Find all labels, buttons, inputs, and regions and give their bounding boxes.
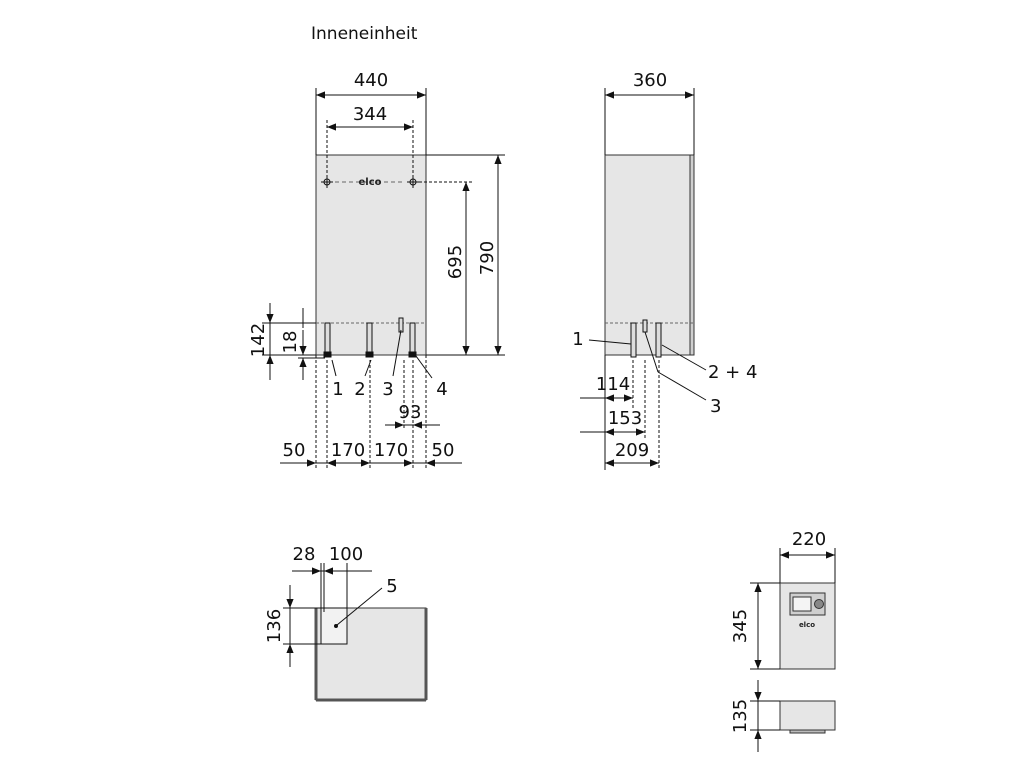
side-label-3: 3: [710, 396, 722, 417]
pipe-1: [325, 323, 330, 355]
dim-153: 153: [607, 408, 643, 429]
pipe-2: [367, 323, 372, 355]
conn-label-4: 4: [436, 379, 448, 400]
dim-170-b: 170: [373, 440, 409, 461]
dim-345: 345: [730, 608, 751, 644]
diagram-title: Inneneinheit: [311, 24, 418, 44]
conn-label-2: 2: [354, 379, 366, 400]
controller-side: [780, 701, 835, 730]
controller-view: [750, 548, 835, 752]
dim-142: 142: [248, 322, 269, 358]
dim-50-left: 50: [282, 440, 306, 461]
controller-logo: elco: [798, 621, 816, 629]
dim-344: 344: [352, 104, 388, 125]
dim-18: 18: [280, 330, 301, 354]
dim-360: 360: [632, 70, 668, 91]
dim-790: 790: [477, 240, 498, 276]
top-label-5: 5: [386, 576, 398, 597]
side-label-2-4: 2 + 4: [708, 362, 758, 383]
conn-label-3: 3: [382, 379, 394, 400]
dim-440: 440: [353, 70, 389, 91]
dim-114: 114: [595, 374, 631, 395]
front-logo: elco: [358, 177, 382, 188]
top-view: [283, 563, 426, 700]
conn-label-1: 1: [332, 379, 344, 400]
dim-28: 28: [292, 544, 316, 565]
dim-135: 135: [730, 698, 751, 734]
side-view: [580, 88, 706, 470]
controller-knob: [815, 600, 824, 609]
dim-695: 695: [445, 244, 466, 280]
dim-93: 93: [398, 402, 422, 423]
dim-170-a: 170: [330, 440, 366, 461]
dim-209: 209: [614, 440, 650, 461]
pipe-4: [410, 323, 415, 355]
front-view: [262, 88, 505, 470]
dim-136: 136: [264, 608, 285, 644]
dim-50-right: 50: [431, 440, 455, 461]
pipe-3: [399, 318, 403, 332]
dim-100: 100: [328, 544, 364, 565]
side-label-1: 1: [572, 329, 584, 350]
dim-220: 220: [791, 529, 827, 550]
